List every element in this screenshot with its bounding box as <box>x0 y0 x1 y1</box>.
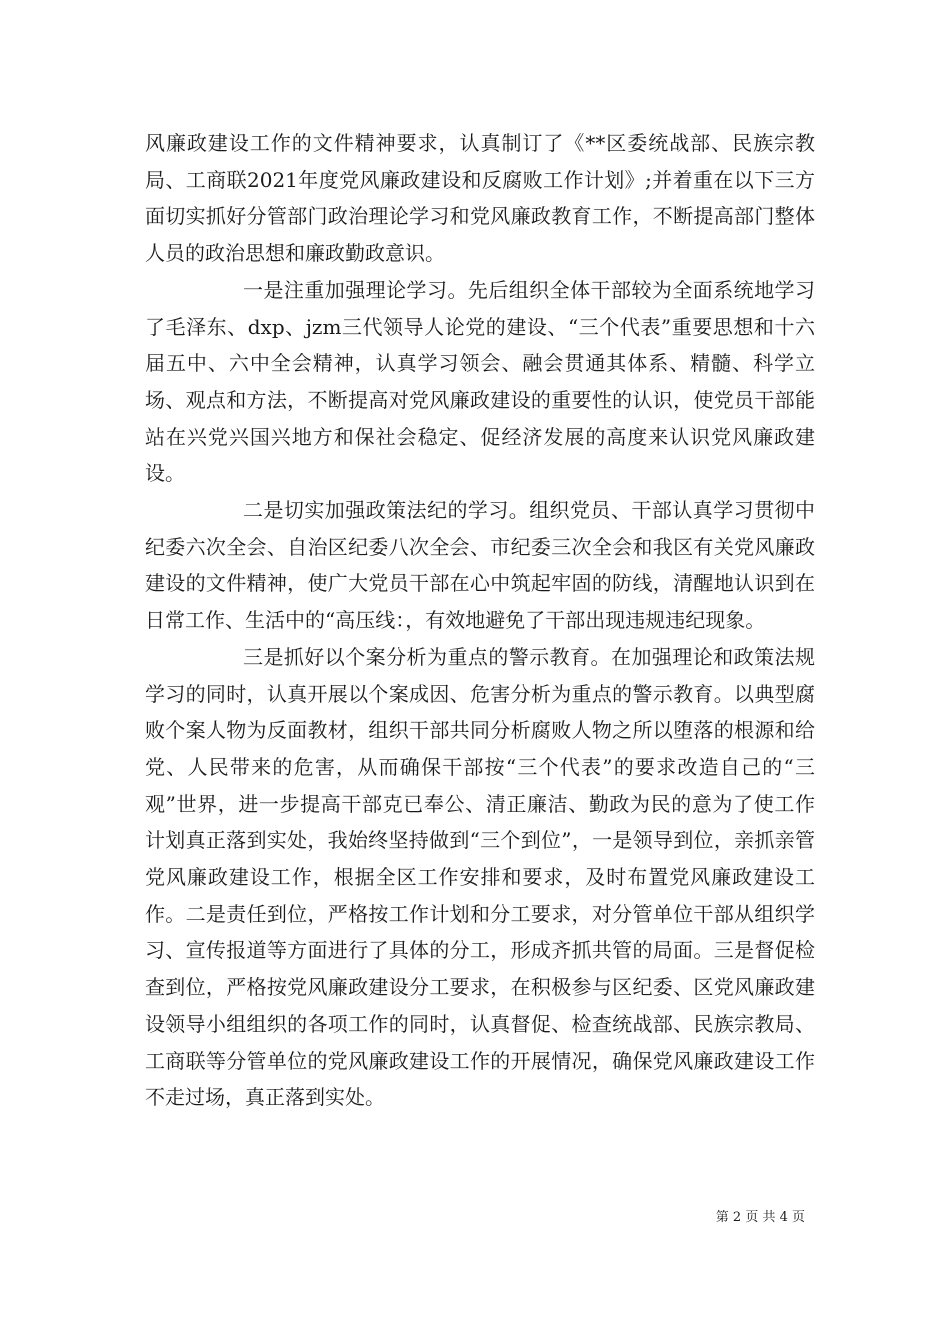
paragraph-policy-study: 二是切实加强政策法纪的学习。组织党员、干部认真学习贯彻中纪委六次全会、自治区纪委八次全会、市纪委三次全会和我区有关党风廉政建设的文件精神，使广大党员干部在心中筑起牢固的防线，清醒地认识到在日常工作、生活中的“高压线：，有效地避免了干部出现违规违纪现象。 <box>145 498 815 633</box>
page-number-footer: 第 2 页 共 4 页 <box>715 1210 805 1225</box>
document-body <box>145 125 815 1116</box>
paragraph-warning-education: 三是抓好以个案分析为重点的警示教育。在加强理论和政策法规学习的同时，认真开展以个案成因、危害分析为重点的警示教育。以典型腐败个案人物为反面教材，组织干部共同分析腐败人物之所以堕落的根源和给党、人民带来的危害，从而确保干部按“三个代表”的要求改造自己的“三观”世界，进一步提高干部克已奉公、清正廉洁、勤政为民的意为了使工作计划真正落到实处，我始终坚持做到“三个到位”，一是领导到位，亲抓亲管党风廉政建设工作，根据全区工作安排和要求，及时布置党风廉政建设工作。二是责任到位，严格按工作计划和分工要求，对分管单位干部从组织学习、宣传报道等方面进行了具体的分工，形成齐抓共管的局面。三是督促检查到位，严格按党风廉政建设分工要求，在积极参与区纪委、区党风廉政建设领导小组组织的各项工作的同时，认真督促、检查统战部、民族宗教局、工商联等分管单位的党风廉政建设工作的开展情况，确保党风廉政建设工作不走过场，真正落到实处。 <box>145 644 815 1110</box>
paragraph-intro: 风廉政建设工作的文件精神要求，认真制订了《**区委统战部、民族宗教局、工商联2021年度党风廉政建设和反腐败工作计划》;并着重在以下三方面切实抓好分管部门政治理论学习和党风廉政教育工作，不断提高部门整体人员的政治思想和廉政勤政意识。 <box>145 131 815 266</box>
paragraph-theory-study: 一是注重加强理论学习。先后组织全体干部较为全面系统地学习了毛泽东、dxp、jzm三代领导人论党的建设、“三个代表”重要思想和十六届五中、六中全会精神，认真学习领会、融会贯通其体系、精髓、科学立场、观点和方法，不断提高对党风廉政建设的重要性的认识，使党员干部能站在兴党兴国兴地方和保社会稳定、促经济发展的高度来认识党风廉政建设。 <box>145 277 815 486</box>
